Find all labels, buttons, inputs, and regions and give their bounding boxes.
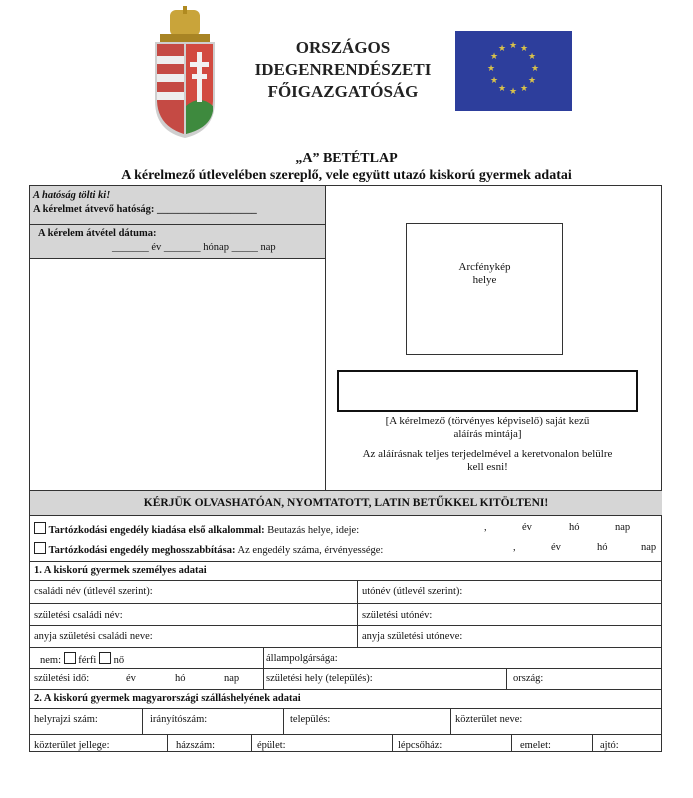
agency-line: FŐIGAZGATÓSÁG — [267, 82, 419, 101]
extension-checkbox[interactable] — [34, 542, 46, 554]
receipt-date-field[interactable]: _______ év _______ hónap _____ nap — [112, 242, 276, 253]
instruction-text: KÉRJÜK OLVASHATÓAN, NYOMTATOTT, LATIN BETŰKKEL KITÖLTENI! — [143, 497, 549, 509]
female-label: nő — [113, 655, 125, 666]
mother-given-name-field[interactable]: anyja születési utóneve: — [362, 631, 463, 642]
authority-note: A hatóság tölti ki! — [33, 190, 111, 201]
svg-text:★: ★ — [527, 52, 537, 62]
option-month: hó — [597, 542, 608, 553]
male-label: férfi — [78, 655, 97, 666]
svg-text:★: ★ — [489, 76, 499, 86]
birth-family-name-field[interactable]: születési családi név: — [34, 610, 123, 621]
birth-given-name-field[interactable]: születési utónév: — [362, 610, 433, 621]
signature-box[interactable] — [337, 370, 638, 412]
photo-label: helye — [472, 274, 497, 286]
birth-country-field[interactable]: ország: — [513, 673, 544, 684]
signature-note-line: Az aláírásnak teljes terjedelmével a keretvonalon belülre — [362, 448, 613, 460]
male-checkbox[interactable] — [64, 652, 76, 664]
svg-text:★: ★ — [530, 64, 540, 74]
plot-number-field[interactable]: helyrajzi szám: — [34, 714, 98, 725]
svg-text:★: ★ — [497, 44, 507, 54]
street-name-field[interactable]: közterület neve: — [455, 714, 523, 725]
svg-text:★: ★ — [497, 84, 507, 94]
receiving-authority-field[interactable]: A kérelmet átvevő hatóság: ___________________ — [33, 204, 257, 215]
given-name-field[interactable]: utónév (útlevél szerint): — [362, 586, 463, 597]
floor-field[interactable]: emelet: — [520, 740, 551, 751]
option-label: Tartózkodási engedély kiadása első alkalommal: — [48, 525, 265, 536]
svg-text:★: ★ — [486, 64, 496, 74]
staircase-field[interactable]: lépcsőház: — [398, 740, 443, 751]
sex-field — [40, 652, 124, 667]
building-field[interactable]: épület: — [257, 740, 286, 751]
family-name-field[interactable]: családi név (útlevél szerint): — [34, 586, 153, 597]
mother-family-name-field[interactable]: anyja születési családi neve: — [34, 631, 153, 642]
coat-of-arms-icon — [150, 6, 220, 140]
door-field[interactable]: ajtó: — [600, 740, 619, 751]
option-text: Az engedély száma, érvényessége: — [235, 545, 384, 556]
option-day: nap — [641, 542, 657, 553]
birth-month-label: hó — [175, 673, 186, 684]
street-type-field[interactable]: közterület jellege: — [34, 740, 110, 751]
agency-title — [243, 37, 443, 103]
svg-text:★: ★ — [489, 52, 499, 62]
section2-title: 2. A kiskorú gyermek magyarországi szálláshelyének adatai — [34, 693, 301, 704]
birth-year-label: év — [126, 673, 136, 684]
citizenship-field[interactable]: állampolgársága: — [266, 653, 338, 664]
signature-note-line: kell esni! — [467, 461, 508, 473]
town-field[interactable]: település: — [290, 714, 331, 725]
option-comma: , — [513, 542, 516, 553]
svg-text:★: ★ — [508, 41, 518, 51]
eu-flag-icon — [455, 31, 572, 111]
signature-note — [335, 448, 640, 474]
receipt-date-label: A kérelem átvétel dátuma: — [38, 228, 157, 239]
option-text: Beutazás helye, ideje: — [264, 525, 360, 536]
section1-title: 1. A kiskorú gyermek személyes adatai — [34, 565, 207, 576]
first-permit-option[interactable] — [34, 522, 359, 537]
document-title — [0, 150, 693, 184]
female-checkbox[interactable] — [99, 652, 111, 664]
agency-line: ORSZÁGOS — [295, 38, 391, 57]
extension-option[interactable] — [34, 542, 383, 557]
birth-place-field[interactable]: születési hely (település): — [266, 673, 373, 684]
svg-text:★: ★ — [519, 84, 529, 94]
first-permit-checkbox[interactable] — [34, 522, 46, 534]
option-year: év — [551, 542, 561, 553]
sex-label: nem: — [40, 655, 61, 666]
postal-code-field[interactable]: irányítószám: — [150, 714, 208, 725]
option-label: Tartózkodási engedély meghosszabbítása: — [48, 545, 236, 556]
option-comma: , — [484, 522, 487, 533]
birth-date-field[interactable]: születési idő: — [34, 673, 90, 684]
house-number-field[interactable]: házszám: — [176, 740, 216, 751]
option-year: év — [522, 522, 532, 533]
signature-caption — [335, 415, 640, 441]
birth-day-label: nap — [224, 673, 240, 684]
photo-placeholder[interactable] — [406, 223, 563, 355]
agency-line: IDEGENRENDÉSZETI — [254, 60, 432, 79]
svg-text:★: ★ — [527, 76, 537, 86]
svg-text:★: ★ — [519, 44, 529, 54]
title-line-1: „A” BETÉTLAP — [295, 151, 398, 166]
signature-caption-line: aláírás mintája] — [453, 428, 522, 440]
title-line-2: A kérelmező útlevelében szereplő, vele együtt utazó kiskorú gyermek adatai — [121, 168, 572, 183]
svg-text:★: ★ — [508, 87, 518, 97]
photo-label: Arcfénykép — [458, 261, 511, 273]
option-day: nap — [615, 522, 631, 533]
option-month: hó — [569, 522, 580, 533]
signature-caption-line: [A kérelmező (törvényes képviselő) saját kezű — [385, 415, 590, 427]
